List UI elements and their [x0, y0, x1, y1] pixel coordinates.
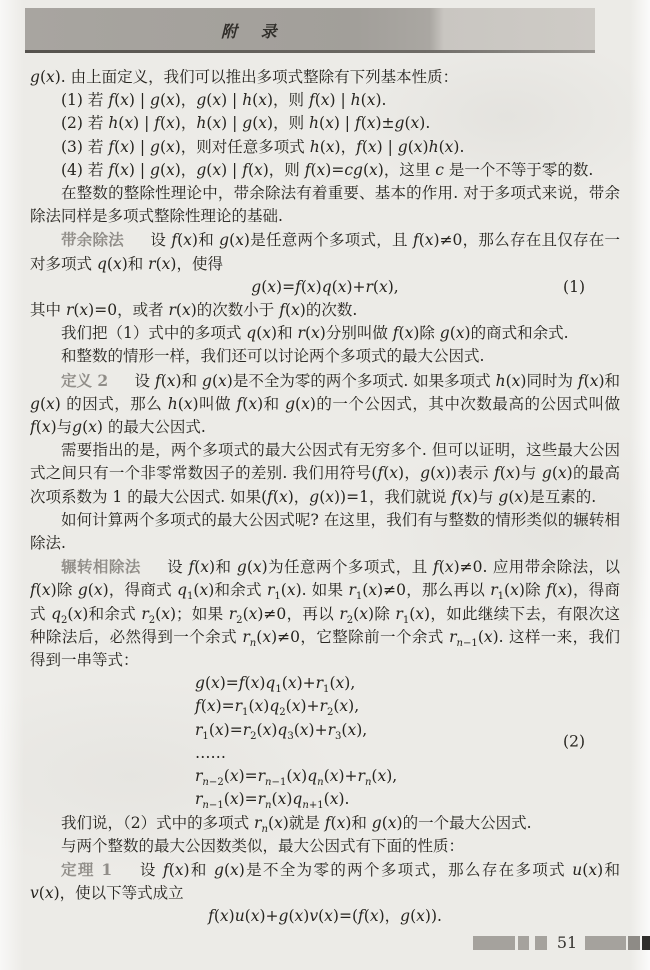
footer-bar-3: [535, 936, 547, 950]
intro-paragraph: g(x). 由上面定义，我们可以推出多项式整除有下列基本性质：: [30, 68, 459, 86]
how-to-compute-paragraph: 如何计算两个多项式的最大公因式呢? 在这里，我们有与整数的情形类似的辗转相除法.: [30, 510, 620, 553]
property-item-2: (2) 若 h(x) | f(x)，h(x) | g(x)，则 h(x) | f(x)±g(x).: [61, 114, 431, 133]
equation-1: [30, 276, 620, 299]
equation-2-line-4: $r_{n-2}(x)=r_{n-1}(x)q_n(x)+r_n(x)$,: [195, 767, 398, 789]
term-theorem-1: 定理 1: [61, 859, 113, 879]
equation-2-label: (2): [563, 732, 585, 751]
equation-2-line-2: $f(x)=r_1(x)q_2(x)+r_2(x)$,: [195, 697, 360, 719]
definition-2-text: 设 f(x)和 g(x)是不全为零的两个多项式. 如果多项式 h(x)同时为 f(x)和g(x) 的因式，那么 h(x)叫做 f(x)和 g(x)的一个公因式，其中次数最高的公因式叫做 f(x)与g(x) 的最大公因式.: [30, 371, 620, 437]
footer-bar-4: [585, 936, 626, 950]
integer-theory-paragraph: 在整数的整除性理论中，带余除法有着重要、基本的作用. 对于多项式来说，带余除法同样是多项式整除性理论的基础.: [30, 184, 620, 226]
quotient-paragraph: 我们把（1）式中的多项式 q(x)和 r(x)分别叫做 f(x)除 g(x)的商式和余式.: [61, 324, 569, 343]
equation-1-label: (1): [563, 277, 585, 296]
remainder-paragraph: 其中 r(x)=0，或者 r(x)的次数小于 f(x)的次数.: [30, 301, 358, 320]
footer-bar-6: [642, 936, 650, 950]
page-footer: [0, 933, 650, 953]
term-division-algorithm: 带余除法: [61, 230, 125, 250]
term-definition-2: 定义 2: [61, 370, 109, 390]
page-content: [30, 66, 620, 932]
equation-2-line-5: $r_{n-1}(x)=r_n(x)q_{n+1}(x)$.: [195, 790, 350, 812]
equation-2-ellipsis: ……: [195, 743, 226, 762]
footer-bar-1: [473, 936, 515, 950]
euclidean-algorithm-paragraph: [30, 555, 620, 672]
property-item-3: (3) 若 f(x) | g(x)，则对任意多项式 h(x)，f(x) | g(x)h(x).: [61, 137, 465, 156]
euclidean-algorithm-text: 设 f(x)和 g(x)为任意两个多项式，且 f(x)≠0. 应用带余除法，以 f(x)除 g(x)，得商式 $q_1(x)$和余式 $r_1(x)$. 如果 $r_1(x)\ne 0$，那么再以 $r_1(x)$除 f(x)，得商式 $q_2(x)$和余式 $r_2(x)$；如果 $r_2(x)\ne 0$，再以 $r_2(x)$除 $r_1(x)$，如此继续下去，有限次这种除法后，必然得到一个余式 $r_n(x)\ne 0$，它整除前一个余式 $r_{n-1}(x)$. 这样一来，我们得到一串等式：: [30, 558, 620, 670]
equation-2-line-1: $g(x)=f(x)q_1(x)+r_1(x)$,: [195, 674, 356, 696]
header-title: 附 录: [221, 22, 286, 41]
property-item-1: (1) 若 f(x) | g(x)，g(x) | h(x)，则 f(x) | h(x).: [61, 91, 387, 110]
definition-2-paragraph: [30, 369, 620, 440]
theorem-1-text: 设 f(x)和 g(x)是不全为零的两个多项式，那么存在多项式 u(x)和 v(x)，使以下等式成立: [30, 860, 620, 903]
equation-2-line-3: $r_1(x)=r_2(x)q_3(x)+r_3(x)$,: [195, 720, 368, 742]
page-number: 51: [556, 933, 578, 952]
division-algorithm-text: 设 f(x)和 g(x)是任意两个多项式，且 f(x)≠0，那么存在且仅存在一对多项式 q(x)和 r(x)，使得: [30, 231, 620, 273]
like-integers-paragraph: 和整数的情形一样，我们还可以讨论两个多项式的最大公因式.: [61, 347, 485, 366]
header-bar: [25, 8, 595, 50]
equation-1-expression: g(x)=f(x)q(x)+r(x),: [251, 277, 399, 296]
equation-3-expression: f(x)u(x)+g(x)v(x)=(f(x)，g(x)).: [208, 907, 442, 926]
equation-group-2: [195, 672, 620, 811]
property-item-4: (4) 若 f(x) | g(x)，g(x) | f(x)，则 f(x)=cg(x)，这里 c 是一个不等于零的数.: [61, 160, 594, 179]
footer-bar-2: [518, 936, 529, 950]
equation-3: [30, 905, 620, 928]
conclusion-paragraph: 我们说，（2）式中的多项式 $r_n(x)$就是 f(x)和 g(x)的一个最大公因式.: [61, 813, 532, 835]
division-algorithm-paragraph: [30, 228, 620, 275]
gcd-note-paragraph: 需要指出的是，两个多项式的最大公因式有无穷多个. 但可以证明，这些最大公因式之间只有一个非零常数因子的差别. 我们用符号(f(x)，g(x))表示 f(x)与 g(x)的最高次项系数为 1 的最大公因式. 如果(f(x)，g(x))=1，我们就说 f(x)与 g(x)是互素的.: [30, 441, 620, 506]
theorem-1-paragraph: [30, 858, 620, 905]
term-euclidean-algorithm: 辗转相除法: [61, 557, 141, 577]
footer-bar-5: [628, 936, 640, 950]
properties-paragraph: 与两个整数的最大公因数类似，最大公因式有下面的性质：: [61, 836, 465, 855]
